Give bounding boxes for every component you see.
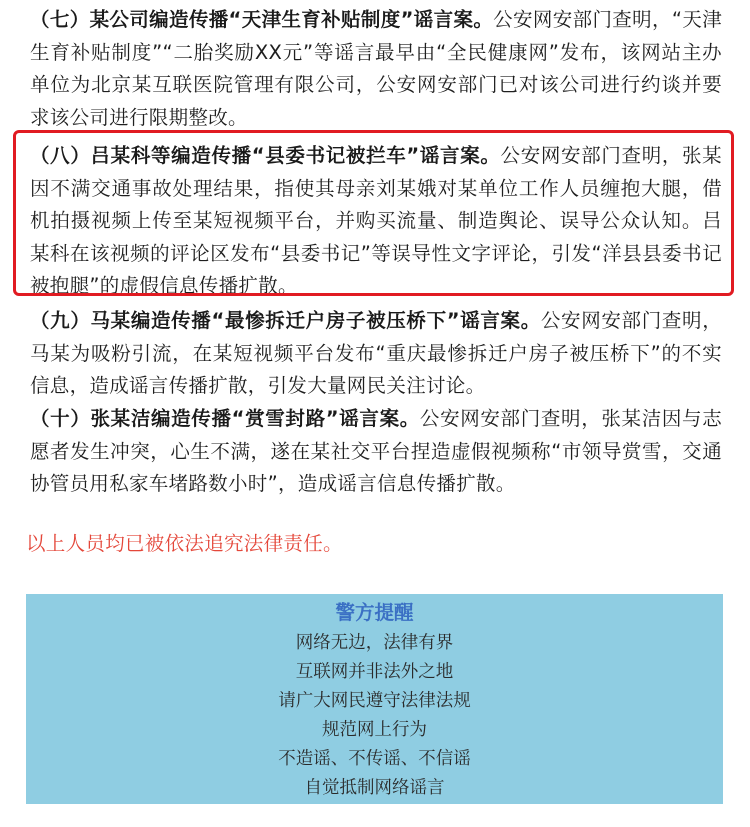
police-notice-panel: [26, 594, 723, 804]
case-heading: （十）张某洁编造传播“赏雪封路”谣言案。: [30, 407, 420, 430]
highlight-frame: [13, 130, 734, 296]
case-body: 公安网安部门查明，马某为吸粉引流，在某短视频平台发布“重庆最惨拆迁户房子被压桥下”的不实信息，造成谣言传播扩散，引发大量网民关注讨论。: [30, 309, 722, 397]
case-heading: （九）马某编造传播“最惨拆迁户房子被压桥下”谣言案。: [30, 309, 541, 332]
notice-title: 警方提醒: [335, 601, 414, 624]
case-body: 公安网安部门查明，张某因不满交通事故处理结果，指使其母亲刘某娥对某单位工作人员缠抱大腿，借机拍摄视频上传至某短视频平台，并购买流量、制造舆论、误导公众认知。吕某科在该视频的评论区发布“县委书记”等误导性文字评论，引发“洋县县委书记被抱腿”的虚假信息传播扩散。: [30, 144, 722, 297]
case-heading: （七）某公司编造传播“天津生育补贴制度”谣言案。: [30, 8, 494, 31]
case-body: 公安网安部门查明，“天津生育补贴制度”“二胎奖励XX元”等谣言最早由“全民健康网”发布，该网站主办单位为北京某互联医院管理有限公司，公安网安部门已对该公司进行约谈并要求该公司进行限期整改。: [30, 8, 722, 129]
notice-line: 不造谣、不传谣、不信谣: [278, 749, 471, 769]
notice-line: 自觉抵制网络谣言: [304, 778, 445, 798]
case-paragraph-7: [30, 4, 722, 134]
notice-line: 网络无边，法律有界: [295, 633, 454, 653]
case-body: 公安网安部门查明，张某洁因与志愿者发生冲突，心生不满，遂在某社交平台捏造虚假视频称“市领导赏雪，交通协管员用私家车堵路数小时”，造成谣言信息传播扩散。: [30, 407, 722, 495]
case-paragraph-10: [30, 403, 722, 501]
conclusion-text: 以上人员均已被依法追究法律责任。: [26, 532, 343, 555]
notice-line: 请广大网民遵守法律法规: [278, 691, 471, 711]
notice-line: 规范网上行为: [322, 720, 427, 740]
case-heading: （八）吕某科等编造传播“县委书记被拦车”谣言案。: [30, 144, 501, 167]
notice-line: 互联网并非法外之地: [295, 662, 454, 682]
case-paragraph-9: [30, 305, 722, 403]
